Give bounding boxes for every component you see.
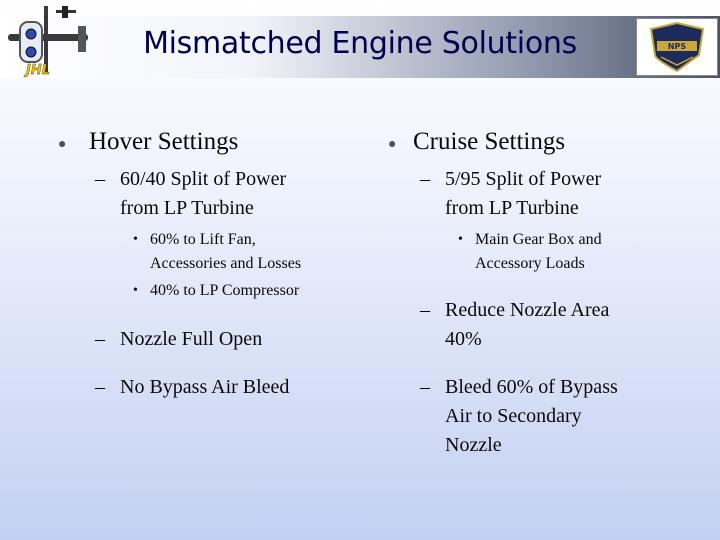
right-sub1-item xyxy=(458,228,708,276)
left-sub2-item xyxy=(133,279,393,303)
left-sub1-line1: 60% to Lift Fan, xyxy=(150,231,256,248)
left-bypass-item xyxy=(95,373,395,402)
right-split-line1: 5/95 Split of Power xyxy=(445,168,602,190)
nps-seal-logo xyxy=(636,18,718,76)
left-nozzle-item xyxy=(95,325,395,354)
left-split-line2: from LP Turbine xyxy=(120,197,254,219)
left-sub1-line2: Accessories and Losses xyxy=(150,255,302,272)
right-split-line2: from LP Turbine xyxy=(445,197,579,219)
dot: • xyxy=(133,283,138,298)
dash: – xyxy=(95,376,105,398)
dot: • xyxy=(458,232,463,247)
right-split-item xyxy=(420,165,710,223)
left-sub1-item xyxy=(133,228,393,276)
right-sub1-line2: Accessory Loads xyxy=(475,255,585,272)
bullet: ● xyxy=(58,137,67,152)
svg-text:JHL: JHL xyxy=(26,63,51,78)
dash: – xyxy=(95,168,105,190)
right-bleed-item xyxy=(420,373,710,460)
right-bleed-line2: Air to Secondary xyxy=(445,405,582,427)
left-nozzle-text: Nozzle Full Open xyxy=(120,328,263,350)
slide-title: Mismatched Engine Solutions xyxy=(143,26,577,61)
bullet: ● xyxy=(388,137,397,152)
right-bleed-line3: Nozzle xyxy=(445,434,502,456)
dash: – xyxy=(420,299,430,321)
svg-text:NPS: NPS xyxy=(667,42,687,51)
right-nozzle-line1: Reduce Nozzle Area xyxy=(445,299,610,321)
hover-settings-heading: Hover Settings xyxy=(89,128,239,155)
left-split-item xyxy=(95,165,395,223)
right-nozzle-area-item xyxy=(420,296,710,354)
right-sub1-line1: Main Gear Box and xyxy=(475,231,602,248)
dash: – xyxy=(95,328,105,350)
dot: • xyxy=(133,232,138,247)
dash: – xyxy=(420,168,430,190)
cruise-settings-heading: Cruise Settings xyxy=(413,128,566,155)
right-nozzle-line2: 40% xyxy=(445,328,482,350)
left-bypass-text: No Bypass Air Bleed xyxy=(120,376,290,398)
right-bleed-line1: Bleed 60% of Bypass xyxy=(445,376,618,398)
left-split-line1: 60/40 Split of Power xyxy=(120,168,287,190)
left-sub2-text: 40% to LP Compressor xyxy=(150,282,300,299)
dash: – xyxy=(420,376,430,398)
